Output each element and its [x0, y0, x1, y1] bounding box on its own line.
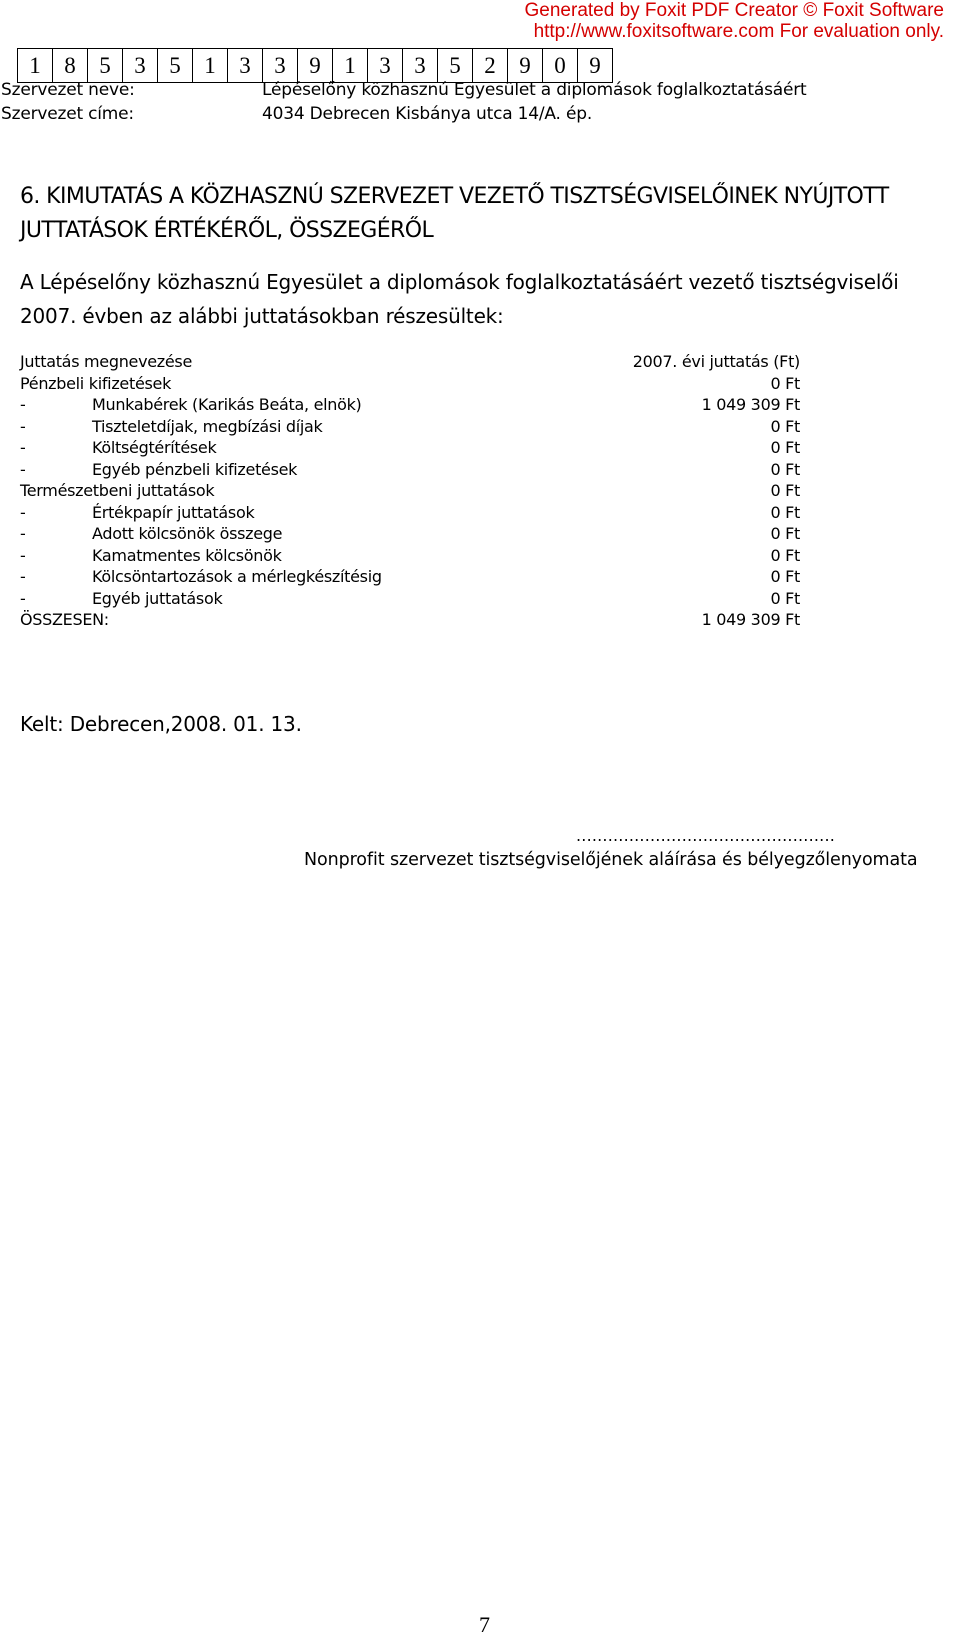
row-amount: 0 Ft [770, 481, 800, 500]
row-amount: 0 Ft [770, 545, 800, 565]
id-digit-box: 9 [508, 48, 543, 83]
row-name: Költségtérítések [92, 438, 217, 457]
intro-paragraph: A Lépéselőny közhasznú Egyesület a diplomások foglalkoztatásáért vezető tisztségviselői 2007. évben az alábbi juttatásokban részesültek: [20, 270, 899, 328]
table-row [20, 438, 800, 460]
row-name: Pénzbeli kifizetések [20, 373, 172, 393]
table-row [20, 567, 800, 589]
row-amount: 0 Ft [770, 567, 800, 586]
org-address-label: Szervezet címe: [1, 104, 134, 124]
table-row [20, 524, 800, 546]
row-amount: 0 Ft [770, 373, 800, 393]
header-amount: 2007. évi juttatás (Ft) [632, 352, 800, 371]
id-digit-box: 3 [368, 48, 403, 83]
row-name: Munkabérek (Karikás Beáta, elnök) [92, 395, 362, 414]
header-name: Juttatás megnevezése [20, 352, 193, 371]
row-amount: 0 Ft [770, 416, 800, 436]
table-row [20, 417, 800, 439]
id-digit-box: 9 [578, 48, 613, 83]
page-number: 7 [479, 1612, 490, 1637]
row-name: Adott kölcsönök összege [92, 524, 283, 543]
id-digit-box: 0 [543, 48, 578, 83]
table-row [20, 374, 800, 396]
org-name-value: Lépéselőny közhasznú Egyesület a diplomások foglalkoztatásáért [262, 80, 807, 100]
id-digit-box: 1 [193, 48, 228, 83]
table-row [20, 481, 800, 503]
row-name: Kamatmentes kölcsönök [92, 545, 282, 565]
id-digit-box: 5 [88, 48, 123, 83]
table-row [20, 546, 800, 568]
id-digit-box: 5 [158, 48, 193, 83]
row-dash: - [20, 416, 26, 436]
watermark-line-2: http://www.foxitsoftware.com For evaluation only. [533, 21, 944, 42]
row-amount: 1 049 309 Ft [701, 395, 800, 414]
table-row [20, 589, 800, 611]
id-digit-box: 1 [333, 48, 368, 83]
row-name: Értékpapír juttatások [92, 502, 255, 522]
row-dash: - [20, 438, 26, 457]
id-digit-box: 3 [263, 48, 298, 83]
row-name: ÖSSZESEN: [20, 610, 109, 629]
row-name: Tiszteletdíjak, megbízási díjak [92, 416, 323, 436]
row-amount: 0 Ft [770, 588, 800, 608]
org-name-label: Szervezet neve: [1, 80, 135, 100]
row-amount: 0 Ft [770, 524, 800, 543]
table-row [20, 395, 800, 417]
id-digit-box: 2 [473, 48, 508, 83]
row-dash: - [20, 588, 26, 608]
row-dash: - [20, 395, 26, 414]
row-dash: - [20, 502, 26, 522]
foxit-watermark [525, 0, 944, 42]
id-digit-box: 1 [18, 48, 53, 83]
signature-line: ................................................. [576, 826, 836, 845]
document-title: 6. KIMUTATÁS A KÖZHASZNÚ SZERVEZET VEZETŐ TISZTSÉGVISELŐINEK NYÚJTOTT JUTTATÁSOK ÉRTÉKÉRŐL, ÖSSZEGÉRŐL [20, 184, 889, 243]
row-name: Természetbeni juttatások [20, 481, 215, 500]
row-dash: - [20, 545, 26, 565]
row-amount: 0 Ft [770, 459, 800, 479]
id-digit-box: 5 [438, 48, 473, 83]
id-digit-box: 8 [53, 48, 88, 83]
table-row [20, 460, 800, 482]
id-digit-box: 3 [403, 48, 438, 83]
id-digit-box: 9 [298, 48, 333, 83]
table-header [20, 352, 800, 374]
id-digit-box: 3 [228, 48, 263, 83]
row-amount: 0 Ft [770, 502, 800, 522]
table-row [20, 610, 800, 632]
org-address-value: 4034 Debrecen Kisbánya utca 14/A. ép. [262, 104, 593, 124]
table-row [20, 503, 800, 525]
watermark-line-1: Generated by Foxit PDF Creator © Foxit Software [524, 0, 944, 21]
signature-caption: Nonprofit szervezet tisztségviselőjének aláírása és bélyegzőlenyomata [304, 850, 918, 870]
row-name: Kölcsöntartozások a mérlegkészítésig [92, 567, 382, 586]
benefits-table [20, 352, 800, 632]
date-place: Kelt: Debrecen,2008. 01. 13. [20, 712, 302, 736]
row-name: Egyéb juttatások [92, 588, 223, 608]
row-amount: 1 049 309 Ft [701, 610, 800, 629]
tax-id-boxes [17, 48, 613, 83]
row-name: Egyéb pénzbeli kifizetések [92, 459, 298, 479]
row-dash: - [20, 567, 26, 586]
row-dash: - [20, 524, 26, 543]
row-amount: 0 Ft [770, 438, 800, 457]
id-digit-box: 3 [123, 48, 158, 83]
row-dash: - [20, 459, 26, 479]
